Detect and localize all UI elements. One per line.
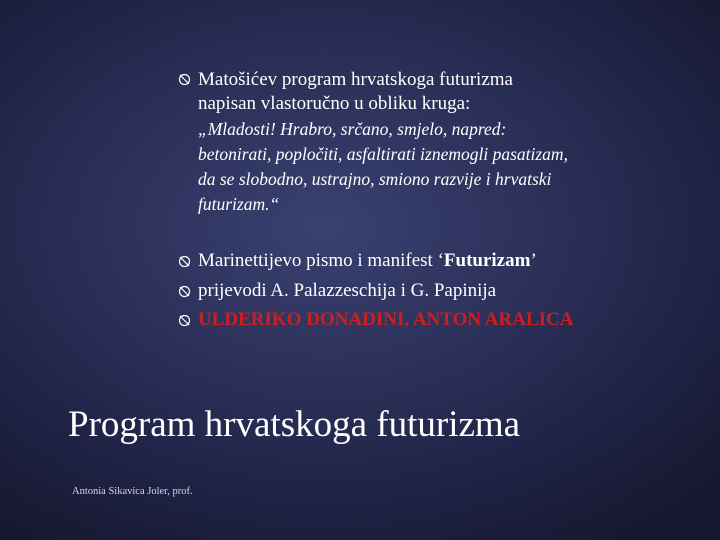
author-credit: Antonia Sikavica Joler, prof. (72, 486, 193, 497)
bullet-2-bold: Futurizam (443, 250, 531, 271)
bullet-1-line-1: Matošićev program hrvatskoga futurizma (198, 69, 513, 90)
struck-circle-bullet-icon (178, 255, 191, 268)
bullet-2-prefix: Marinettijevo pismo i manifest ‘ (198, 250, 444, 271)
bullet-1-line-2: napisan vlastoručno u obliku kruga: (198, 93, 471, 114)
struck-circle-bullet-icon (178, 314, 191, 327)
bullet-4-text: ULDERIKO DONADINI, ANTON ARALICA (198, 309, 574, 330)
quote-line-2: betonirati, popločiti, asfaltirati iznemogli pasatizam, (198, 144, 568, 164)
bullet-2-suffix: ’ (530, 250, 537, 271)
quote-line-4: futurizam.“ (198, 194, 280, 214)
slide-title: Program hrvatskoga futurizma (68, 404, 521, 445)
quote-line-1: „Mladosti! Hrabro, srčano, smjelo, napred: (198, 119, 507, 139)
struck-circle-bullet-icon (178, 285, 191, 298)
bullet-2-text (198, 251, 537, 270)
bullet-3-text: prijevodi A. Palazzeschija i G. Papinija (198, 280, 497, 301)
struck-circle-bullet-icon (178, 73, 191, 86)
quote-line-3: da se slobodno, ustrajno, smiono razvije i hrvatski (198, 169, 552, 189)
